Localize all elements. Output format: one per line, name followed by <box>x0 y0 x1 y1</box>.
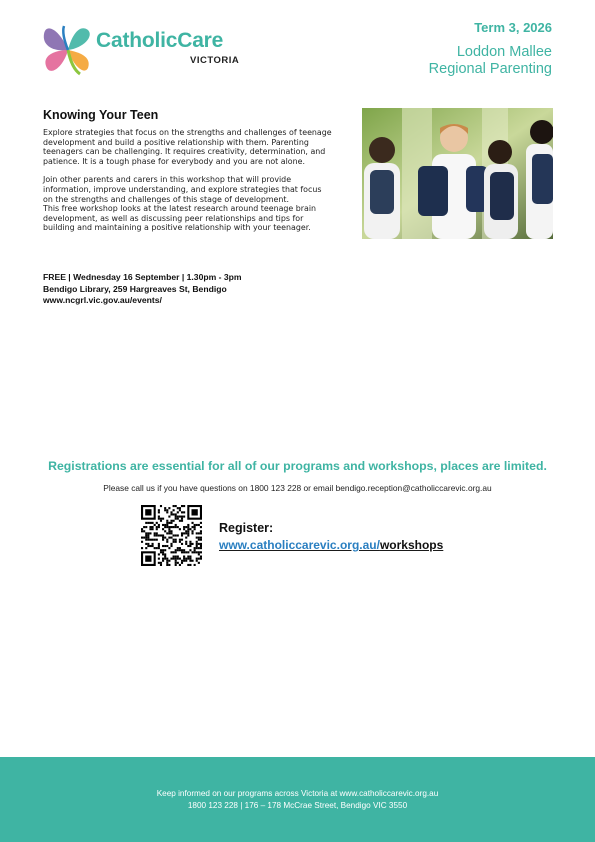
term-title: Term 3, 2026 <box>474 20 552 35</box>
article-paragraph-2: Join other parents and carers in this workshop that will provide information, improve understanding, and explore strategies that focus on the strengths and challenges of this stage of development. This free workshop looks at the latest research around teenage brain development, as well as discussing peer relationships and tips for building and maintaining a positive relationship with your teenager. <box>43 175 322 233</box>
footer-contact-line: 1800 123 228 | 176 – 178 McCrae Street, Bendigo VIC 3550 <box>187 800 408 810</box>
term-region-line2: Regional Parenting <box>428 61 552 77</box>
article-paragraph-1: Explore strategies that focus on the strengths and challenges of teenage development and build a positive relationship with them. Parenting teenagers can be challenging. It requires creativity, determination, and patience. It is a tough phase for everybody and you are not alone. <box>43 128 332 166</box>
term-header <box>429 20 552 78</box>
footer-info-line: Keep informed on our programs across Victoria at www.catholiccarevic.org.au <box>156 789 439 798</box>
event-date-time: FREE | Wednesday 16 September | 1.30pm - 3pm <box>43 272 242 282</box>
term-region <box>429 44 552 78</box>
event-details <box>43 272 242 307</box>
term-region-line1: Loddon Mallee <box>456 44 552 60</box>
qr-code-icon[interactable] <box>141 505 202 566</box>
register-link-domain[interactable]: www.catholiccarevic.org.au/ <box>219 538 380 552</box>
butterfly-logo-icon <box>40 20 96 78</box>
brand-subtitle: VICTORIA <box>190 55 240 66</box>
register-link[interactable] <box>219 538 443 552</box>
registration-contact: Please call us if you have questions on 1800 123 228 or email bendigo.reception@catholiccarevic.org.au <box>103 483 492 493</box>
event-location: Bendigo Library, 259 Hargreaves St, Bendigo <box>43 283 227 294</box>
event-url[interactable]: www.ncgrl.vic.gov.au/events/ <box>43 295 162 305</box>
footer <box>0 757 595 842</box>
teens-photo <box>362 108 553 239</box>
brand-name: CatholicCare <box>96 29 224 52</box>
register-label: Register: <box>219 521 274 535</box>
workshop-article <box>43 108 343 242</box>
register-link-path[interactable]: workshops <box>379 538 444 552</box>
article-title: Knowing Your Teen <box>43 108 159 122</box>
catholiccare-logo <box>40 20 240 80</box>
register-block <box>219 521 443 552</box>
registration-heading: Registrations are essential for all of our programs and workshops, places are limited. <box>48 459 547 473</box>
